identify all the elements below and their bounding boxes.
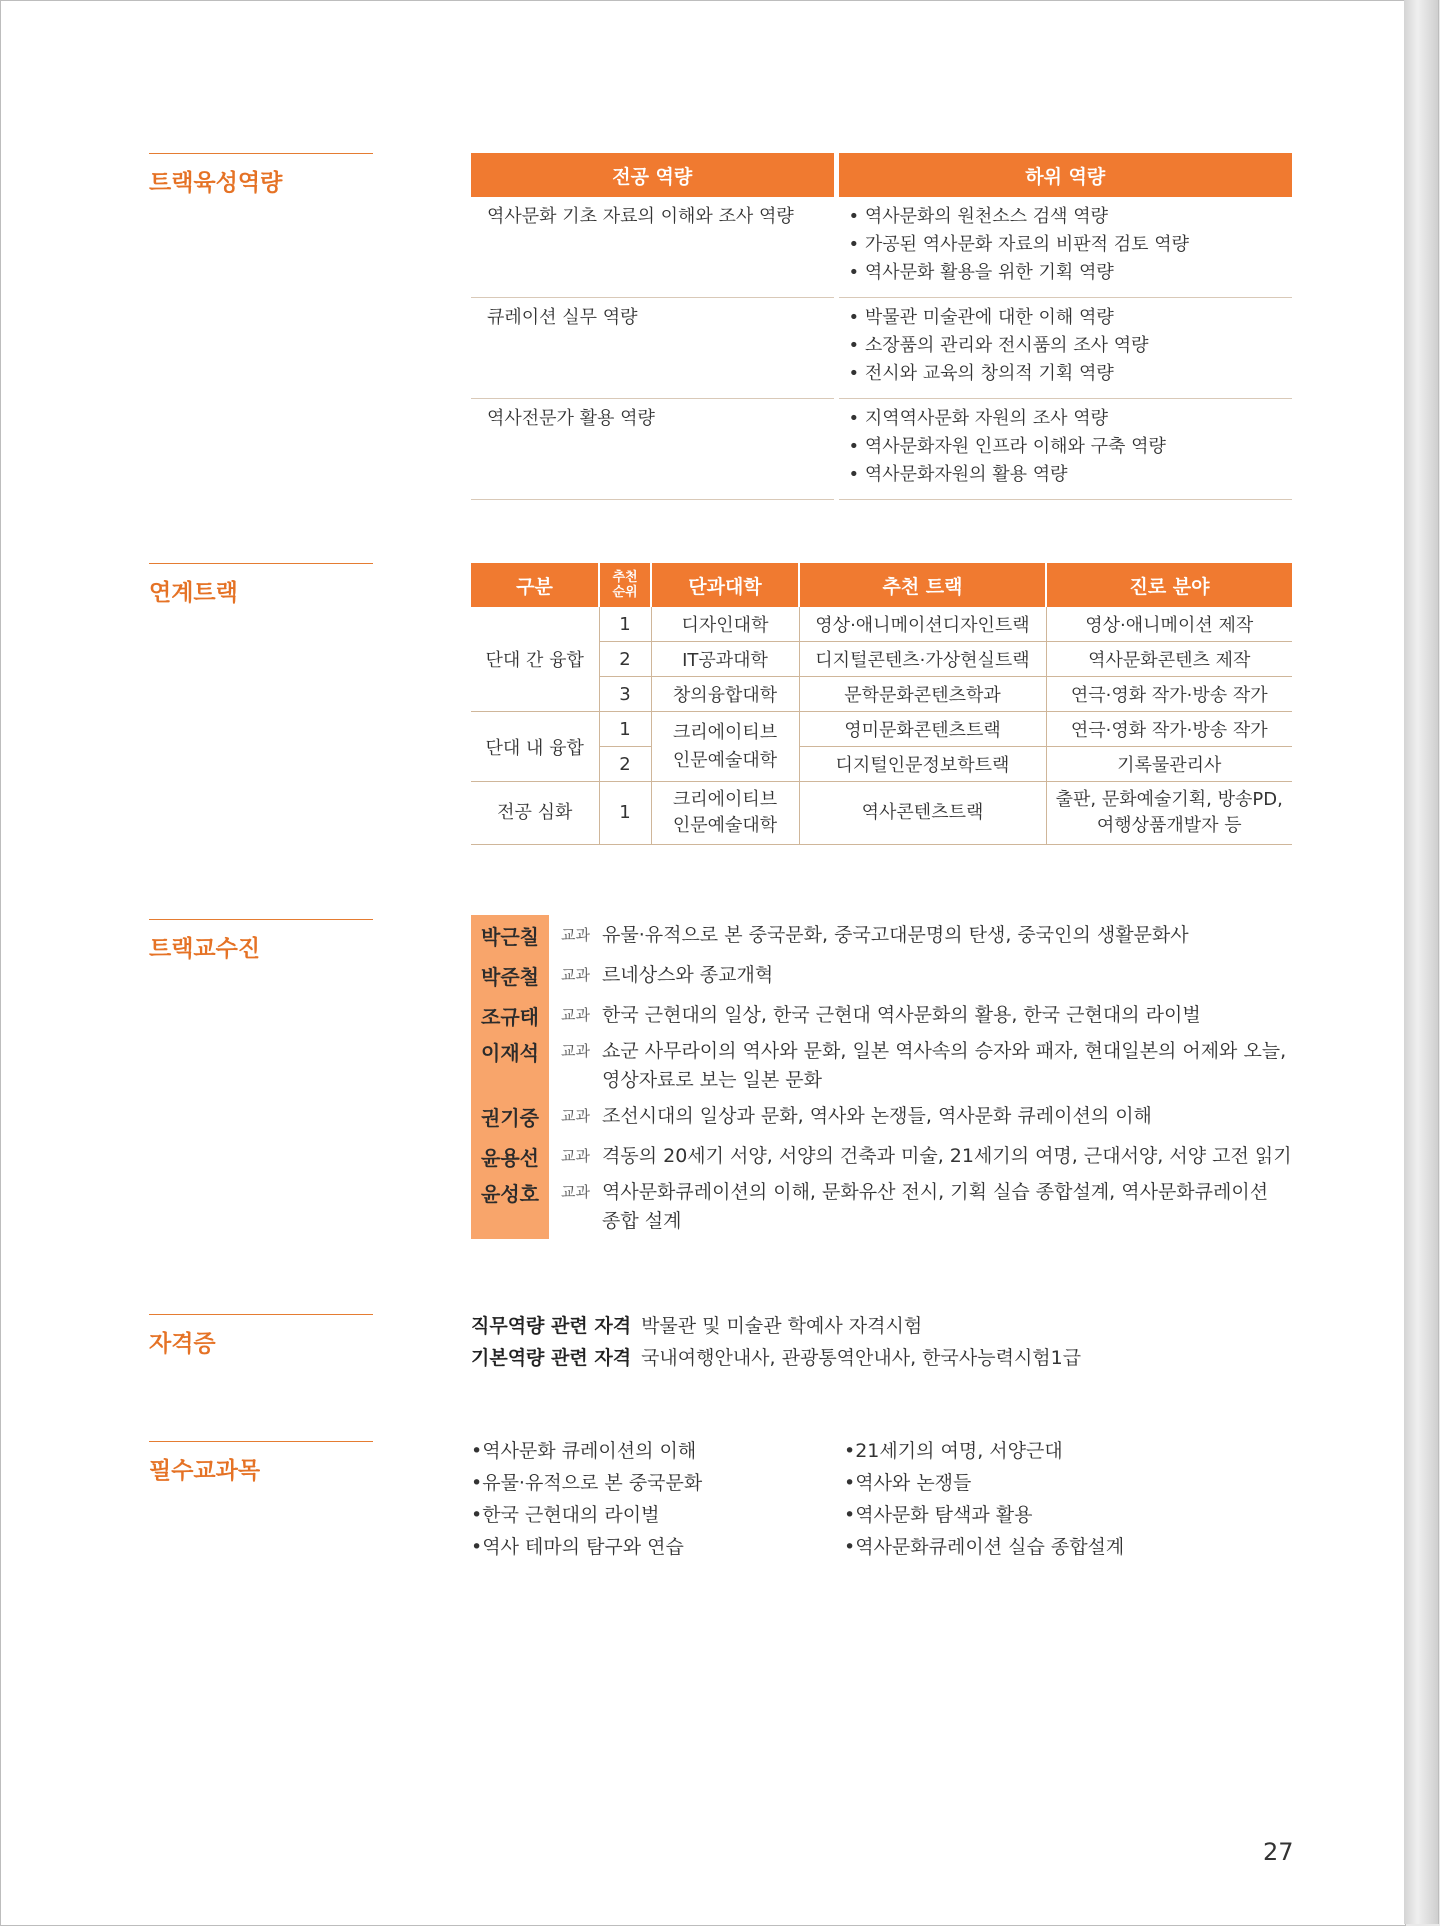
faculty-name: 권기중 [481, 1106, 539, 1130]
list-item: • 역사문화자원 인프라 이해와 구축 역량 [849, 433, 1293, 461]
faculty-courses: 역사문화큐레이션의 이해, 문화유산 전시, 기획 실습 종합설계, 역사문화큐레이션 종합 설계 [602, 1181, 1269, 1232]
faculty-courses: 조선시대의 일상과 문화, 역사와 논쟁들, 역사문화 큐레이션의 이해 [602, 1105, 1152, 1127]
competency-major: 큐레이션 실무 역량 [471, 298, 836, 399]
faculty-course-keyword: 교과 [561, 1107, 590, 1125]
track-type: 단대 내 융합 [471, 712, 599, 782]
track-header-type: 구분 [471, 563, 599, 607]
track-college: 창의융합대학 [651, 677, 799, 712]
track-career: 출판, 문화예술기획, 방송PD, 여행상품개발자 등 [1046, 782, 1292, 845]
section-title-competency: 트랙육성역량 [149, 153, 373, 197]
list-item: • 한국 근현대의 라이벌 [471, 1499, 702, 1531]
faculty-course-keyword: 교과 [561, 1042, 590, 1060]
list-item: • 유물·유적으로 본 중국문화 [471, 1467, 702, 1499]
faculty-courses: 격동의 20세기 서양, 서양의 건축과 미술, 21세기의 여명, 근대서양, 서양 고전 읽기 [602, 1145, 1292, 1167]
faculty-course-keyword: 교과 [561, 1147, 590, 1165]
faculty-courses: 쇼군 사무라이의 역사와 문화, 일본 역사속의 승자와 패자, 현대일본의 어제와 오늘, 영상자료로 보는 일본 문화 [602, 1040, 1287, 1091]
faculty-course-keyword: 교과 [561, 1183, 590, 1201]
competency-major: 역사전문가 활용 역량 [471, 399, 836, 500]
track-rank: 1 [599, 607, 651, 642]
track-name: 역사콘텐츠트랙 [799, 782, 1046, 845]
competency-subs [836, 399, 1292, 500]
page-number: 27 [1263, 1838, 1294, 1866]
list-item: • 21세기의 여명, 서양근대 [844, 1435, 1124, 1467]
track-college: 디자인대학 [651, 607, 799, 642]
table-row [471, 298, 1292, 399]
certificate-label: 기본역량 관련 자격 [471, 1347, 632, 1369]
faculty-course-keyword: 교과 [561, 966, 590, 984]
track-header-rank: 추천 순위 [599, 563, 651, 607]
table-row [471, 399, 1292, 500]
competency-subs [836, 298, 1292, 399]
competency-header-major: 전공 역량 [471, 153, 836, 197]
list-item: • 역사문화큐레이션 실습 종합설계 [844, 1531, 1124, 1563]
section-title-certificates: 자격증 [149, 1314, 373, 1358]
list-item: • 역사 테마의 탐구와 연습 [471, 1531, 702, 1563]
track-career: 영상·애니메이션 제작 [1046, 607, 1292, 642]
list-item: • 가공된 역사문화 자료의 비판적 검토 역량 [849, 231, 1293, 259]
page-edge [1404, 0, 1439, 1924]
section-title-faculty: 트랙교수진 [149, 919, 373, 963]
certificate-value: 박물관 및 미술관 학예사 자격시험 [641, 1315, 923, 1337]
competency-major: 역사문화 기초 자료의 이해와 조사 역량 [471, 197, 836, 298]
required-course-list-left [471, 1435, 702, 1563]
list-item: • 역사문화 탐색과 활용 [844, 1499, 1124, 1531]
list-item: • 역사문화의 원천소스 검색 역량 [849, 203, 1293, 231]
track-name: 문학문화콘텐츠학과 [799, 677, 1046, 712]
track-rank: 1 [599, 712, 651, 747]
list-item: • 역사문화 활용을 위한 기획 역량 [849, 259, 1293, 287]
list-item: • 전시와 교육의 창의적 기획 역량 [849, 360, 1293, 388]
table-row [471, 607, 1292, 642]
competency-subs [836, 197, 1292, 298]
faculty-name: 이재석 [481, 1041, 539, 1065]
faculty-name: 박근칠 [481, 925, 539, 949]
faculty-name: 윤용선 [481, 1146, 539, 1170]
track-college: IT공과대학 [651, 642, 799, 677]
competency-header-sub: 하위 역량 [836, 153, 1292, 197]
track-name: 디지털콘텐츠·가상현실트랙 [799, 642, 1046, 677]
linked-track-table [471, 563, 1292, 845]
competency-table [471, 153, 1292, 500]
faculty-course-keyword: 교과 [561, 926, 590, 944]
track-career: 역사문화콘텐츠 제작 [1046, 642, 1292, 677]
faculty-name: 조규태 [481, 1005, 539, 1029]
track-college: 크리에이티브 인문예술대학 [651, 712, 799, 782]
track-name: 영미문화콘텐츠트랙 [799, 712, 1046, 747]
track-career: 연극·영화 작가·방송 작가 [1046, 712, 1292, 747]
certificate-value: 국내여행안내사, 관광통역안내사, 한국사능력시험1급 [641, 1347, 1082, 1369]
track-career: 연극·영화 작가·방송 작가 [1046, 677, 1292, 712]
section-title-required-courses: 필수교과목 [149, 1441, 373, 1485]
list-item: • 역사문화자원의 활용 역량 [849, 461, 1293, 489]
list-item: • 소장품의 관리와 전시품의 조사 역량 [849, 332, 1293, 360]
faculty-courses: 유물·유적으로 본 중국문화, 중국고대문명의 탄생, 중국인의 생활문화사 [602, 924, 1189, 946]
list-item: • 역사문화 큐레이션의 이해 [471, 1435, 702, 1467]
track-header-track: 추천 트랙 [799, 563, 1046, 607]
faculty-course-keyword: 교과 [561, 1006, 590, 1024]
track-type: 전공 심화 [471, 782, 599, 845]
track-rank: 1 [599, 782, 651, 845]
faculty-courses: 르네상스와 종교개혁 [602, 964, 774, 986]
track-career: 기록물관리사 [1046, 747, 1292, 782]
track-name: 디지털인문정보학트랙 [799, 747, 1046, 782]
certificate-item [471, 1343, 1081, 1370]
list-item: • 역사와 논쟁들 [844, 1467, 1124, 1499]
track-rank: 2 [599, 747, 651, 782]
certificate-label: 직무역량 관련 자격 [471, 1315, 632, 1337]
list-item: • 박물관 미술관에 대한 이해 역량 [849, 304, 1293, 332]
track-header-college: 단과대학 [651, 563, 799, 607]
list-item: • 지역역사문화 자원의 조사 역량 [849, 405, 1293, 433]
track-rank: 3 [599, 677, 651, 712]
faculty-name: 윤성호 [481, 1182, 539, 1206]
table-row [471, 197, 1292, 298]
required-course-list-right [844, 1435, 1124, 1563]
track-rank: 2 [599, 642, 651, 677]
section-title-linked-tracks: 연계트랙 [149, 563, 373, 607]
faculty-courses: 한국 근현대의 일상, 한국 근현대 역사문화의 활용, 한국 근현대의 라이벌 [602, 1004, 1201, 1026]
table-row [471, 782, 1292, 845]
track-name: 영상·애니메이션디자인트랙 [799, 607, 1046, 642]
track-type: 단대 간 융합 [471, 607, 599, 712]
table-row [471, 712, 1292, 747]
faculty-name: 박준철 [481, 965, 539, 989]
certificate-item [471, 1311, 922, 1338]
track-header-career: 진로 분야 [1046, 563, 1292, 607]
track-college: 크리에이티브 인문예술대학 [651, 782, 799, 845]
